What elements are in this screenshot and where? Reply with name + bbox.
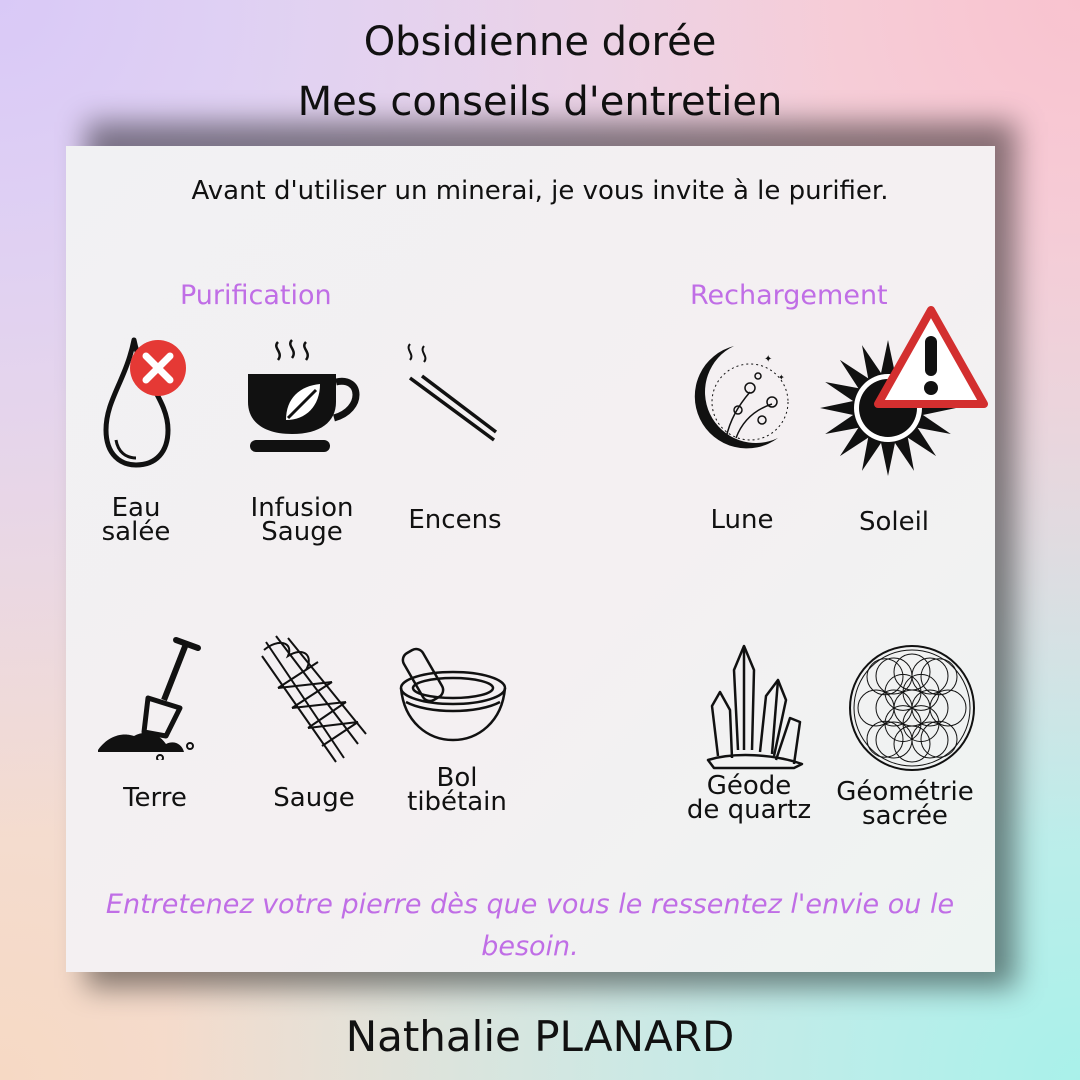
label-line: de quartz [686, 795, 812, 825]
tea-cup-icon [240, 336, 364, 458]
label-geometrie [822, 777, 988, 831]
label-line: Bol [436, 763, 478, 793]
shovel-earth-icon [96, 636, 204, 760]
label-infusion-sauge [232, 493, 372, 547]
section-purification: Purification [180, 280, 332, 311]
flower-of-life-icon [848, 644, 976, 772]
label-eau-salee [86, 493, 186, 547]
label-line: Sauge [261, 517, 343, 547]
care-note: Entretenez votre pierre dès que vous le ressentez l'envie ou le besoin. [105, 889, 955, 962]
intro-text: Avant d'utiliser un minerai, je vous invite à le purifier. [191, 176, 889, 206]
page-subtitle: Mes conseils d'entretien [297, 79, 783, 125]
svg-text:✦: ✦ [764, 354, 773, 365]
label-line: tibétain [407, 787, 507, 817]
author-signature: Nathalie PLANARD [345, 1012, 735, 1061]
warning-icon [872, 304, 990, 410]
label-terre: Terre [123, 783, 187, 813]
label-soleil: Soleil [858, 507, 930, 537]
label-line: salée [101, 517, 171, 547]
singing-bowl-icon [398, 644, 508, 744]
label-lune: Lune [710, 505, 774, 535]
label-encens: Encens [408, 505, 502, 535]
incense-icon [398, 340, 502, 452]
label-line: Infusion [250, 493, 354, 523]
info-card [66, 146, 995, 972]
sage-bundle-icon [258, 632, 374, 764]
label-line: Géométrie [836, 777, 974, 807]
moon-flowers-icon [678, 340, 794, 456]
forbidden-icon [128, 338, 188, 398]
label-bol-tibetain [392, 763, 522, 817]
label-line: sacrée [862, 801, 948, 831]
label-geode [674, 771, 824, 825]
label-line: Géode [706, 771, 792, 801]
quartz-crystal-icon [704, 640, 804, 770]
page-title: Obsidienne dorée [363, 19, 717, 65]
label-sauge: Sauge [273, 783, 355, 813]
section-rechargement: Rechargement [690, 280, 888, 311]
label-line: Eau [111, 493, 161, 523]
svg-text:✦: ✦ [778, 373, 785, 382]
